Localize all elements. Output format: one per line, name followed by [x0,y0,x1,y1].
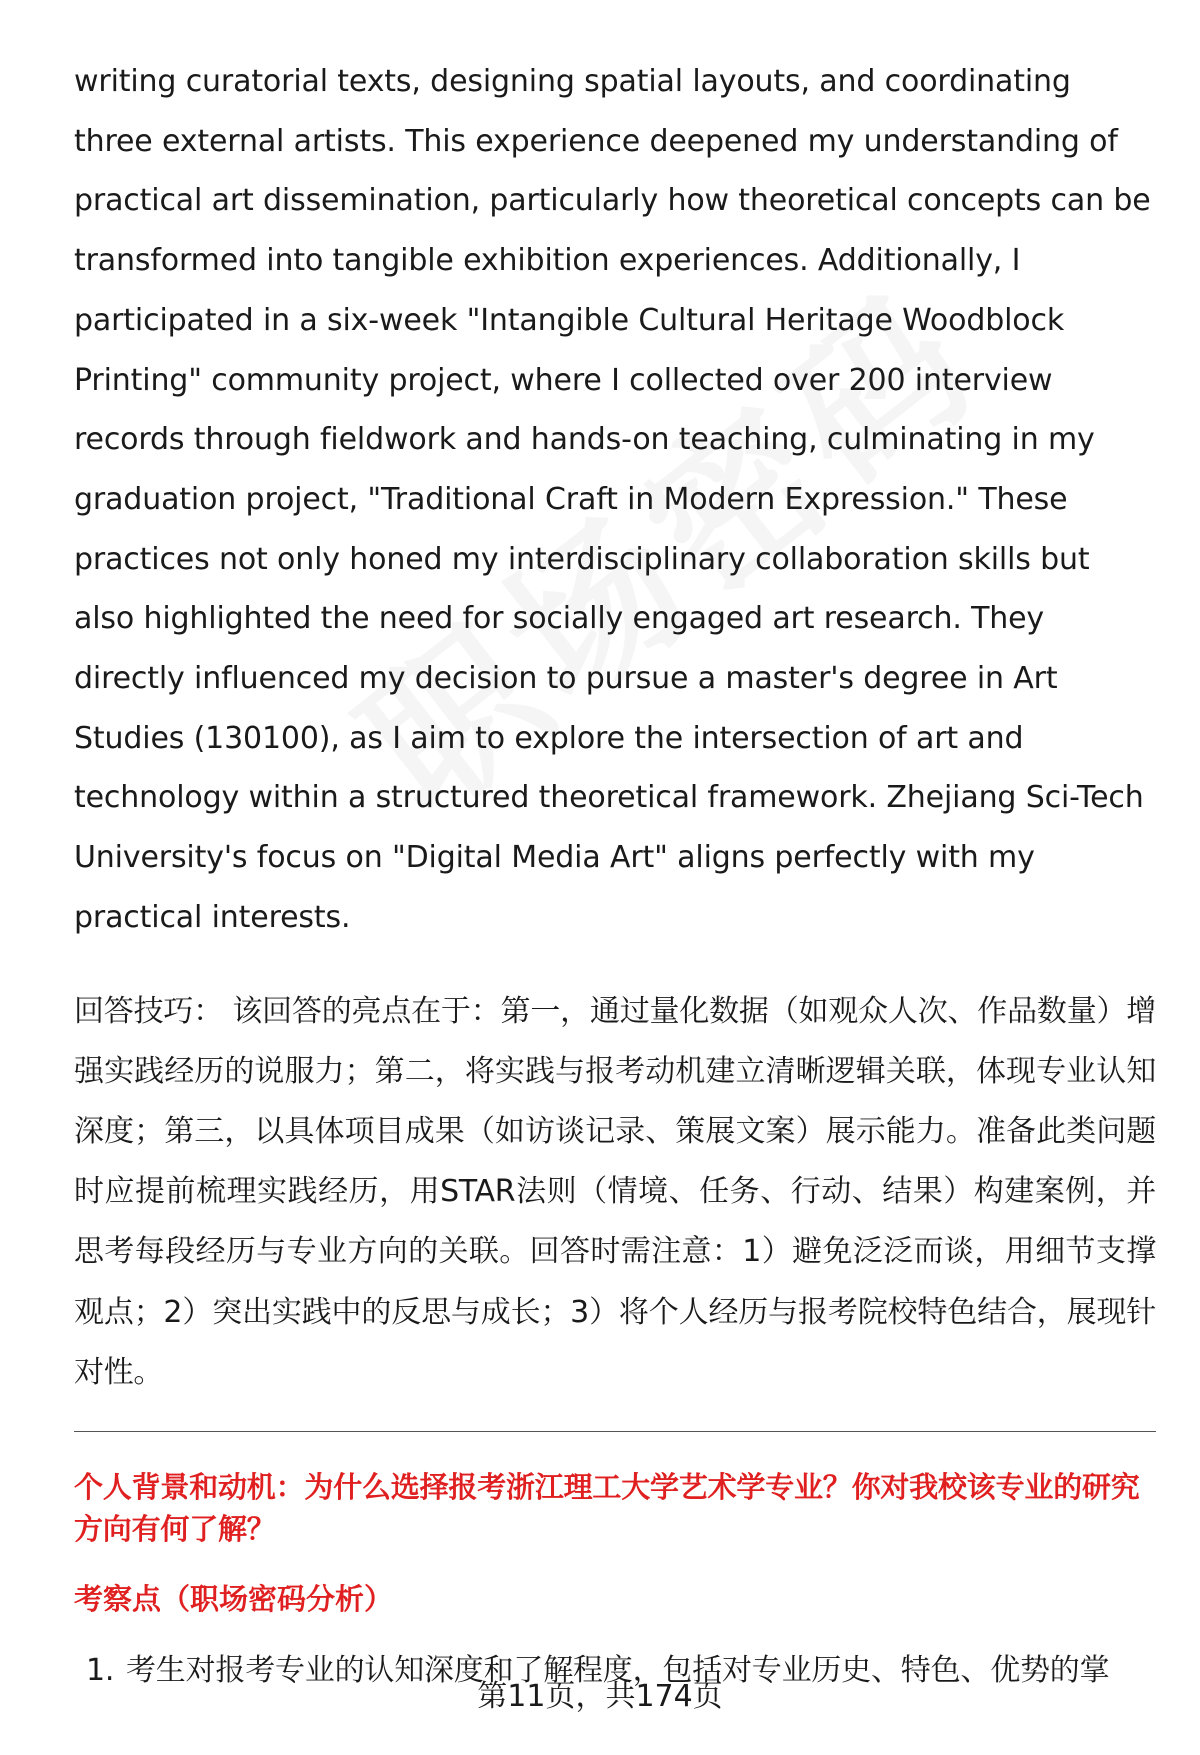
question-heading: 个人背景和动机：为什么选择报考浙江理工大学艺术学专业？你对我校该专业的研究方向有何了解？ [74,1469,1140,1546]
list-item-text: 考生对报考专业的认知深度和了解程度，包括对专业历史、特色、优势的掌 [126,1652,1110,1688]
tips-paragraph: 回答技巧： 该回答的亮点在于：第一，通过量化数据（如观众人次、作品数量）增强实践经历的说服力；第二，将实践与报考动机建立清晰逻辑关联，体现专业认知深度；第三，以具体项目成果（如访谈记录、策展文案）展示能力。准备此类问题时应提前梳理实践经历，用STAR法则（情境、任务、行动、结果）构建案例，并思考每段经历与专业方向的关联。回答时需注意：1）避免泛泛而谈，用细节支撑观点；2）突出实践中的反思与成长；3）将个人经历与报考院校特色结合，展现针对性。 [74,993,1156,1390]
list-item-number: 1. [86,1652,115,1688]
body-paragraph: writing curatorial texts, designing spatial layouts, and coordinating three external artists. This experience deepened my understanding of practical art dissemination, particularly how theoretical concepts can be transformed into tangible exhibition experiences. Additionally, I participated in a six-week "Intangible Cultural Heritage Woodblock Printing" community project, where I collected over 200 interview records through fieldwork and hands-on teaching, culminating in my graduation project, "Traditional Craft in Modern Expression." These practices not only honed my interdisciplinary collaboration skills but also highlighted the need for socially engaged art research. They directly influenced my decision to pursue a master's degree in Art Studies (130100), as I aim to explore the intersection of art and technology within a structured theoretical framework. Zhejiang Sci-Tech University's focus on "Digital Media Art" aligns perfectly with my practical interests. [74,64,1151,935]
page-content [74,52,1156,1692]
subheading: 考察点（职场密码分析） [74,1581,394,1616]
section-divider [74,1431,1156,1432]
page-footer: 第11页，共174页 [477,1679,723,1714]
